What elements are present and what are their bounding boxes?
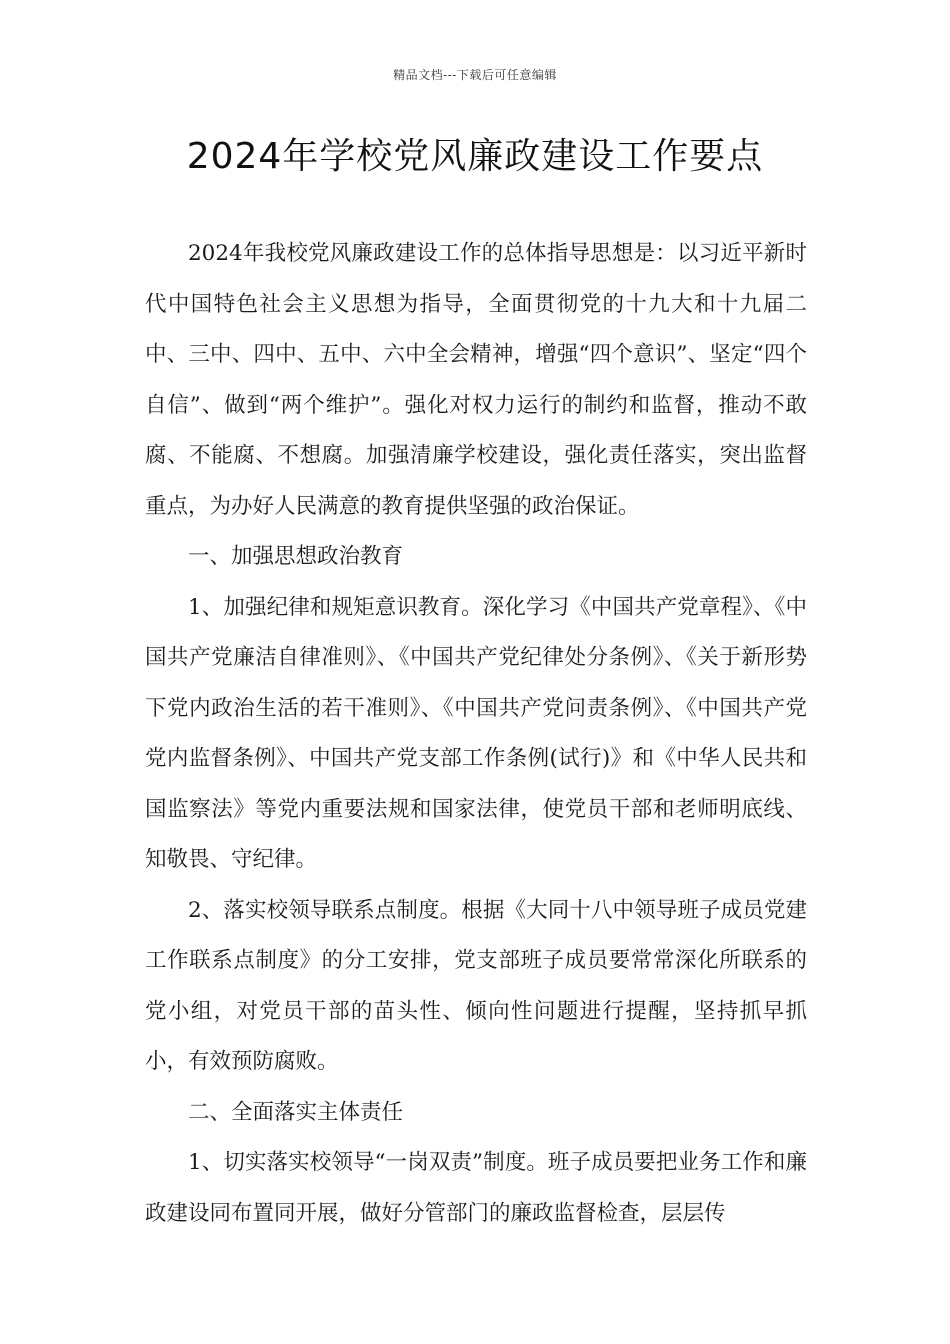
paragraph-discipline-education: 1、加强纪律和规矩意识教育。深化学习《中国共产党章程》、《中国共产党廉洁自律准则》、《中国共产党纪律处分条例》、《关于新形势下党内政治生活的若干准则》、《中国共产党问责条例》、《中国共产党党内监督条例》、中国共产党支部工作条例(试行)》和《中华人民共和国监察法》等党内重要法规和国家法律，使党员干部和老师明底线、知敬畏、守纪律。 bbox=[145, 594, 807, 872]
document-title: 2024年学校党风廉政建设工作要点 bbox=[186, 136, 764, 177]
section-heading-2: 二、全面落实主体责任 bbox=[188, 1099, 404, 1125]
document-body bbox=[145, 229, 807, 1239]
paragraph-guiding-ideology: 2024年我校党风廉政建设工作的总体指导思想是：以习近平新时代中国特色社会主义思想为指导，全面贯彻党的十九大和十九届二中、三中、四中、五中、六中全会精神，增强“四个意识”、坚定“四个自信”、做到“两个维护”。强化对权力运行的制约和监督，推动不敢腐、不能腐、不想腐。加强清廉学校建设，强化责任落实，突出监督重点，为办好人民满意的教育提供坚强的政治保证。 bbox=[145, 241, 807, 519]
header-note: 精品文档---下载后可任意编辑 bbox=[393, 68, 557, 82]
section-heading-1: 一、加强思想政治教育 bbox=[188, 544, 404, 569]
paragraph-contact-point-system: 2、落实校领导联系点制度。根据《大同十八中领导班子成员党建工作联系点制度》的分工安排，党支部班子成员要常常深化所联系的党小组，对党员干部的苗头性、倾向性问题进行提醒，坚持抓早抓小，有效预防腐败。 bbox=[145, 897, 807, 1074]
paragraph-dual-responsibility: 1、切实落实校领导“一岗双责”制度。班子成员要把业务工作和廉政建设同布置同开展，做好分管部门的廉政监督检查，层层传 bbox=[145, 1150, 807, 1226]
